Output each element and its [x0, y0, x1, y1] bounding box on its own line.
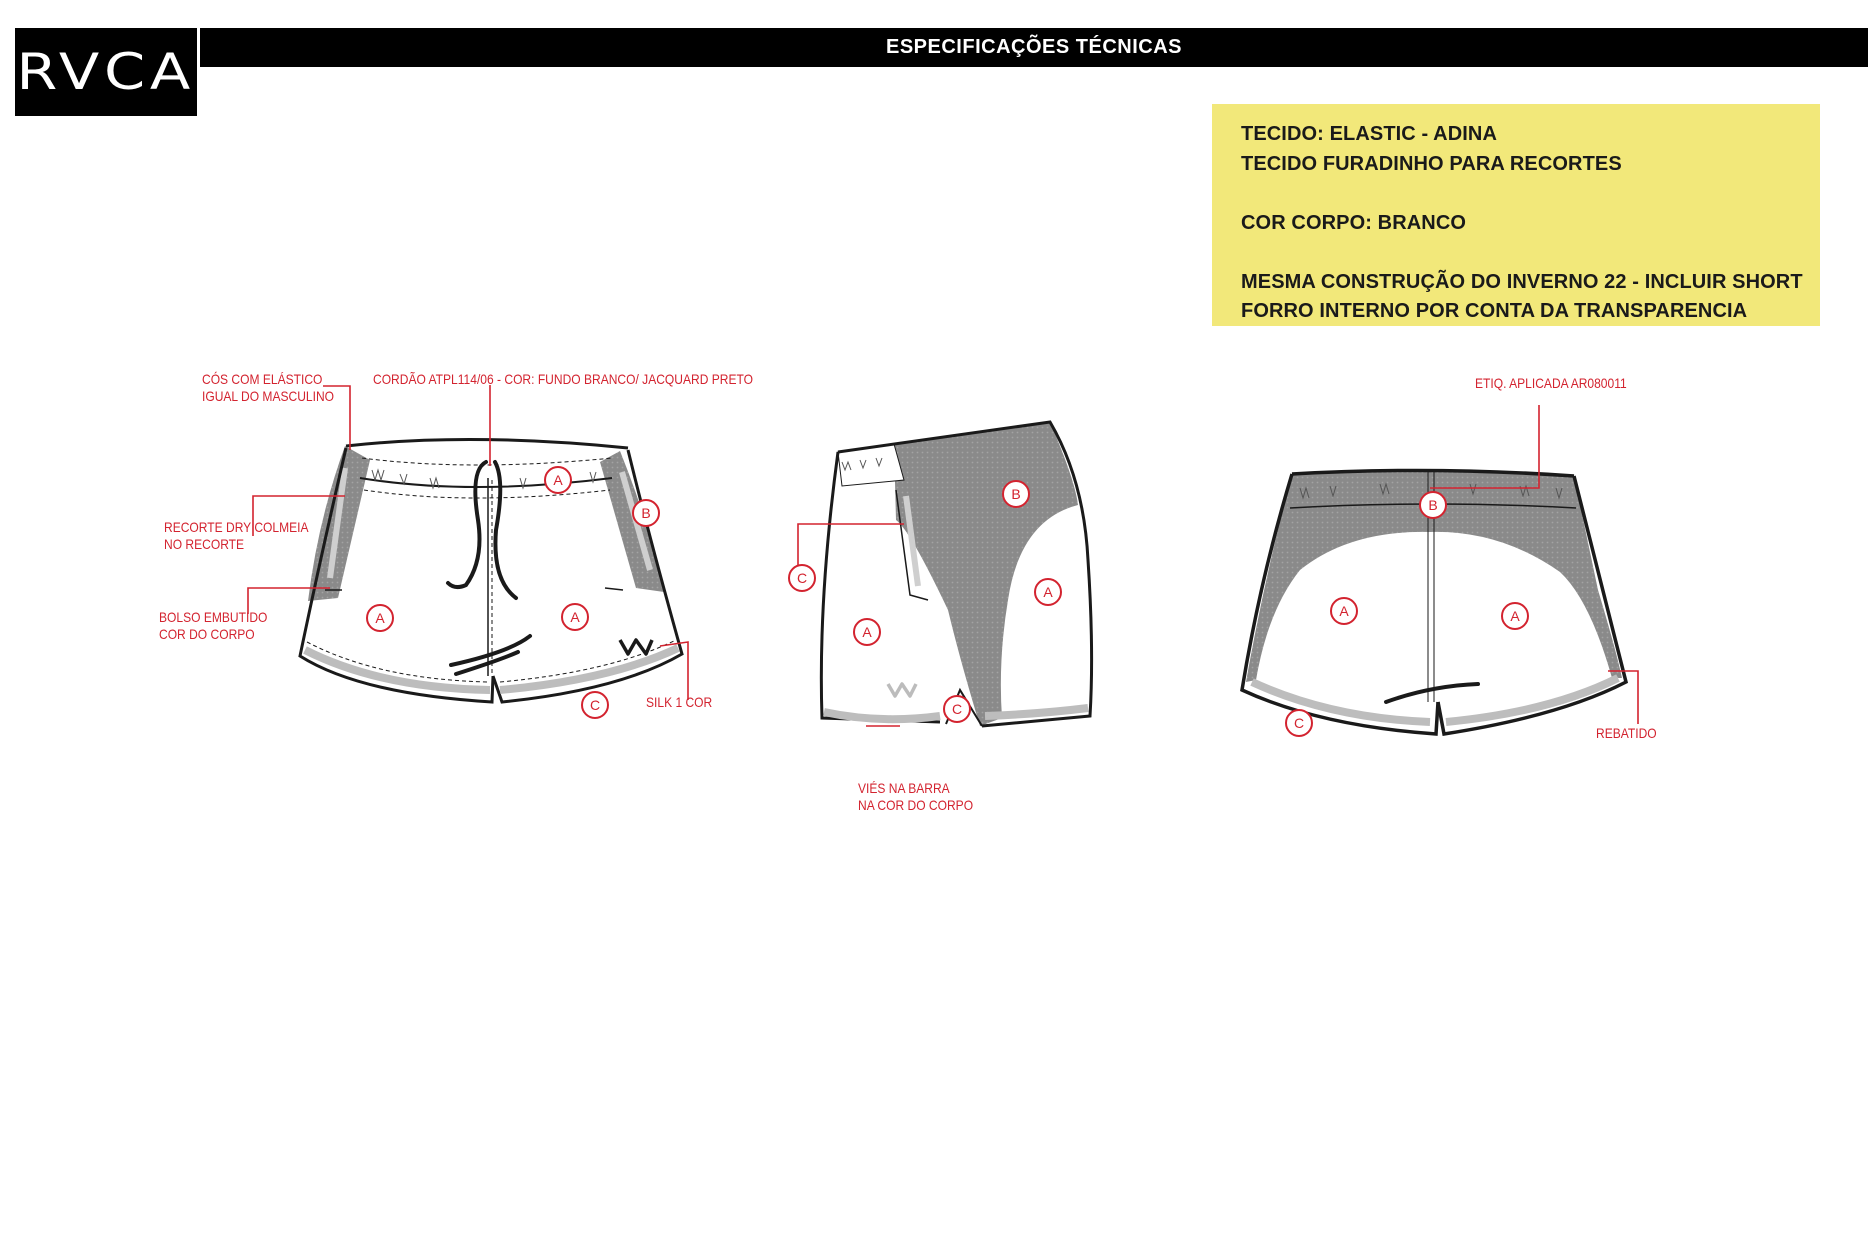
- callout-c-side-pocket: [789, 565, 815, 591]
- svg-text:A: A: [570, 609, 580, 625]
- svg-text:C: C: [589, 697, 601, 713]
- front-view-shorts: [300, 439, 682, 702]
- note-construction: MESMA CONSTRUÇÃO DO INVERNO 22 - INCLUIR SHORT: [1241, 270, 1803, 293]
- svg-text:A: A: [1339, 603, 1349, 619]
- svg-text:A: A: [1043, 584, 1053, 600]
- label-waistband-elastic: CÓS COM ELÁSTICO IGUAL DO MASCULINO: [202, 371, 335, 404]
- label-pocket: BOLSO EMBUTIDO COR DO CORPO: [159, 609, 268, 642]
- callout-a-back-right: [1502, 603, 1528, 629]
- label-drawcord: CORDÃO ATPL114/06 - COR: FUNDO BRANCO/ JACQUARD PRETO: [373, 371, 754, 387]
- svg-text:B: B: [641, 505, 651, 521]
- callout-a-front-waist: [545, 467, 571, 493]
- callout-a-side-front: [854, 619, 880, 645]
- callout-b-front-side: [633, 500, 659, 526]
- callout-b-back-yoke: [1420, 492, 1446, 518]
- callout-b-side-panel: [1003, 481, 1029, 507]
- svg-text:A: A: [862, 624, 872, 640]
- page-title: ESPECIFICAÇÕES TÉCNICAS: [886, 36, 1182, 58]
- note-mesh-fabric: TECIDO FURADINHO PARA RECORTES: [1241, 152, 1622, 175]
- note-body-color: COR CORPO: BRANCO: [1241, 211, 1467, 234]
- callout-c-side-hem: [944, 696, 970, 722]
- callout-a-side-back: [1035, 579, 1061, 605]
- label-applied-tag: ETIQ. APLICADA AR080011: [1475, 375, 1627, 391]
- svg-text:A: A: [553, 472, 563, 488]
- callout-a-front-right: [562, 604, 588, 630]
- svg-text:A: A: [1510, 608, 1520, 624]
- note-lining: FORRO INTERNO POR CONTA DA TRANSPARENCIA: [1241, 300, 1748, 322]
- label-mesh-cutout: RECORTE DRY COLMEIA NO RECORTE: [164, 519, 309, 552]
- svg-text:C: C: [1293, 715, 1305, 731]
- logo-text: RVCA: [16, 43, 196, 101]
- svg-text:B: B: [1428, 497, 1438, 513]
- svg-text:A: A: [375, 610, 385, 626]
- label-silk-print: SILK 1 COR: [646, 694, 713, 710]
- callout-c-front-hem: [582, 692, 608, 718]
- svg-text:C: C: [796, 570, 808, 586]
- svg-text:C: C: [951, 701, 963, 717]
- callout-a-back-left: [1331, 598, 1357, 624]
- svg-text:B: B: [1011, 486, 1021, 502]
- note-fabric: TECIDO: ELASTIC - ADINA: [1241, 123, 1497, 145]
- callout-c-back-hem: [1286, 710, 1312, 736]
- label-topstitched: REBATIDO: [1596, 725, 1657, 741]
- callout-a-front-left: [367, 605, 393, 631]
- side-view-shorts: [821, 422, 1091, 726]
- label-hem-binding: VIÉS NA BARRA NA COR DO CORPO: [858, 780, 974, 813]
